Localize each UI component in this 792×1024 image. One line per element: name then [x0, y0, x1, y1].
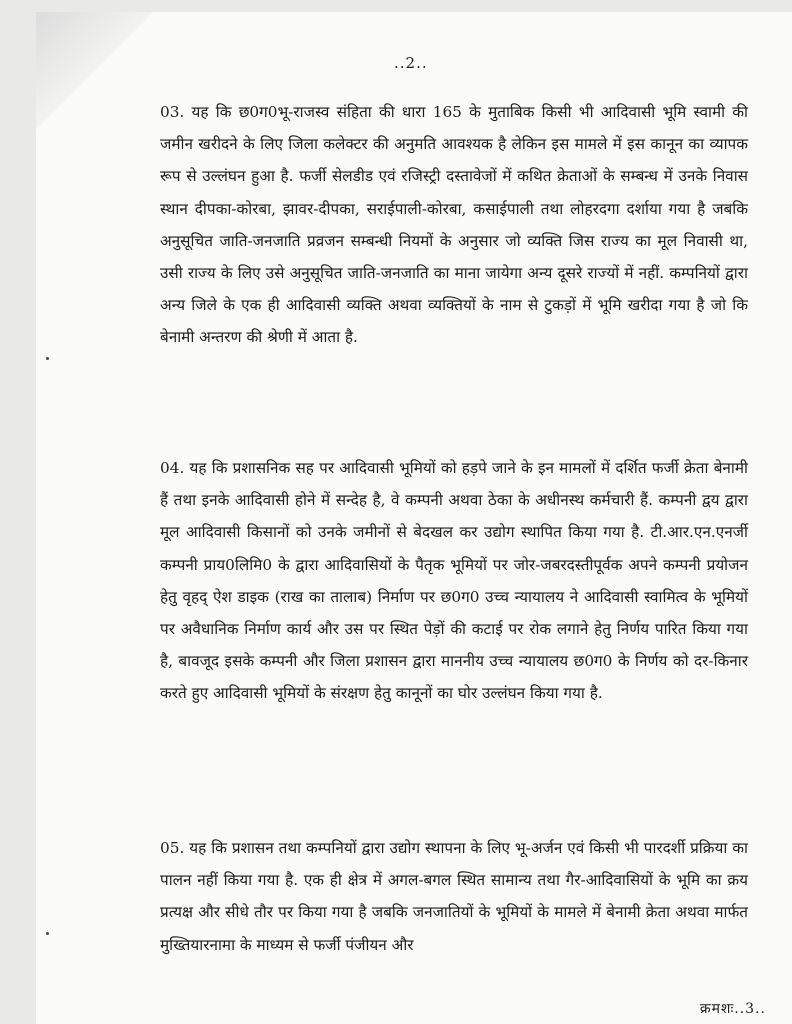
paragraph-05: 05. यह कि प्रशासन तथा कम्पनियों द्वारा उद्योग स्थापना के लिए भू-अर्जन एवं किसी भी पारदर्शी प्रक्रिया का पालन नहीं किया गया है. एक ही क्षेत्र में अगल-बगल स्थित सामान्य तथा गैर-आदिवासियों के भूमि का क्रय प्रत्यक्ष और सीधे तौर पर किया गया है जबकि जनजातियों के भूमियों के मामले में बेनामी क्रेता अथवा मार्फत मुख्तियारनामा के माध्यम से फर्जी पंजीयन और [160, 839, 748, 954]
paragraph-03: 03. यह कि छ0ग0भू-राजस्व संहिता की धारा 165 के मुताबिक किसी भी आदिवासी भूमि स्वामी की जमीन खरीदने के लिए जिला कलेक्टर की अनुमति आवश्यक है लेकिन इस मामले में इस कानून का व्यापक रूप से उल्लंघन हुआ है. फर्जी सेलडीड एवं रजिस्ट्री दस्तावेजों में कथित क्रेताओं के सम्बन्ध में उनके निवास स्थान दीपका-कोरबा, झावर-दीपका, सराईपाली-कोरबा, कसाईपाली तथा लोहरदगा दर्शाया गया है जबकि अनुसूचित जाति-जनजाति प्रव्रजन सम्बन्धी नियमों के अनुसार जो व्यक्ति जिस राज्य का मूल निवासी था, उसी राज्य के लिए उसे अनुसूचित जाति-जनजाति का माना जायेगा अन्य दूसरे राज्यों में नहीं. कम्पनियों द्वारा अन्य जिले के एक ही आदिवासी व्यक्ति अथवा व्यक्तियों के नाम से टुकड़ों में भूमि खरीदा गया है जो कि बेनामी अन्तरण की श्रेणी में आता है. [160, 103, 748, 347]
document-page [36, 12, 792, 1024]
page-number: ..2.. [394, 54, 428, 72]
paragraph-04: 04. यह कि प्रशासनिक सह पर आदिवासी भूमियों को हड़पे जाने के इन मामलों में दर्शित फर्जी क्रेता बेनामी हैं तथा इनके आदिवासी होने में सन्देह है, वे कम्पनी अथवा ठेका के अधीनस्थ कर्मचारी हैं. कम्पनी द्वय द्वारा मूल आदिवासी किसानों को उनके जमीनों से बेदखल कर उद्योग स्थापित किया गया है. टी.आर.एन.एनर्जी कम्पनी प्राय0लिमि0 के द्वारा आदिवासियों के पैतृक भूमियों पर जोर-जबरदस्तीपूर्वक अपने कम्पनी प्रयोजन हेतु वृहद् ऐश डाइक (राख का तालाब) निर्माण पर छ0ग0 उच्च न्यायालय ने आदिवासी स्वामित्व के भूमियों पर अवैधानिक निर्माण कार्य और उस पर स्थित पेड़ों की कटाई पर रोक लगाने हेतु निर्णय पारित किया गया है, बावजूद इसके कम्पनी और जिला प्रशासन द्वारा माननीय उच्च न्यायालय छ0ग0 के निर्णय को दर-किनार करते हुए आदिवासी भूमियों के संरक्षण हेतु कानूनों का घोर उल्लंघन किया गया है. [160, 459, 748, 703]
margin-dot [46, 932, 49, 935]
continuation-marker: क्रमशः..3.. [699, 1001, 766, 1017]
margin-dot [46, 357, 49, 360]
folded-corner [36, 12, 156, 132]
